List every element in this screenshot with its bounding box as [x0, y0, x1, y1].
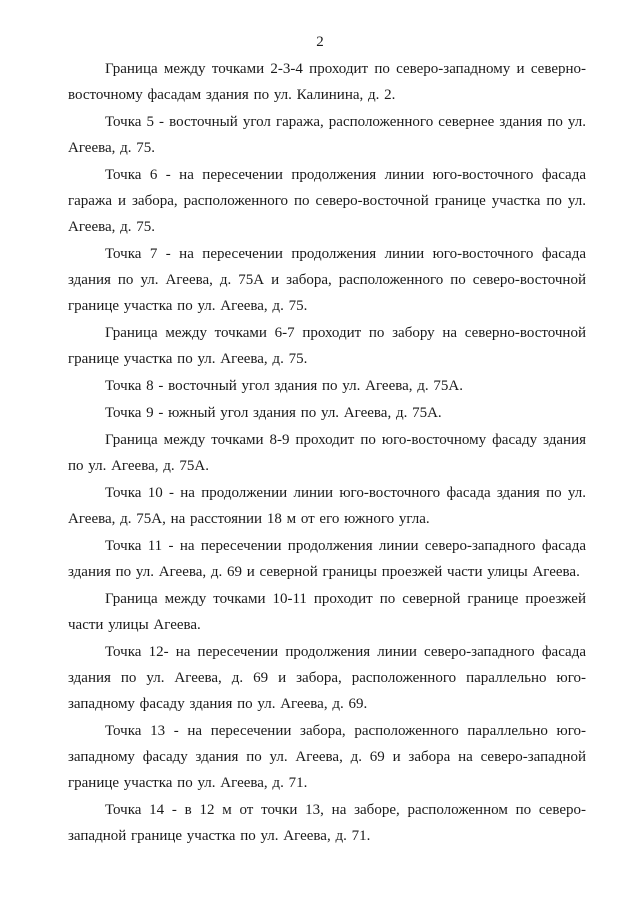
paragraph-point-10: Точка 10 - на продолжении линии юго-восточного фасада здания по ул. Агеева, д. 75А, на расстоянии 18 м от его южного угла.: [68, 485, 586, 527]
paragraph-point-9: Точка 9 - южный угол здания по ул. Агеева, д. 75А.: [105, 405, 442, 421]
paragraph-point-7: Точка 7 - на пересечении продолжения линии юго-восточного фасада здания по ул. Агеева, д. 75А и забора, расположенного по северо-восточной границе участка по ул. Агеева, д. 75.: [68, 246, 586, 314]
paragraph-boundary-10-11: Граница между точками 10-11 проходит по северной границе проезжей части улицы Агеева.: [68, 591, 586, 633]
page-number: 2: [316, 34, 324, 50]
paragraph-point-14: Точка 14 - в 12 м от точки 13, на заборе, расположенном по северо-западной границе участка по ул. Агеева, д. 71.: [68, 802, 586, 844]
paragraph-point-6: Точка 6 - на пересечении продолжения линии юго-восточного фасада гаража и забора, расположенного по северо-восточной границе участка по ул. Агеева, д. 75.: [68, 167, 586, 235]
paragraph-point-11: Точка 11 - на пересечении продолжения линии северо-западного фасада здания по ул. Агеева, д. 69 и северной границы проезжей части улицы Агеева.: [68, 538, 586, 580]
paragraph-boundary-2-3-4: Граница между точками 2-3-4 проходит по северо-западному и северно-восточному фасадам здания по ул. Калинина, д. 2.: [68, 61, 586, 103]
paragraph-point-12: Точка 12- на пересечении продолжения линии северо-западного фасада здания по ул. Агеева, д. 69 и забора, расположенного параллельно юго-западному фасаду здания по ул. Агеева, д. 69.: [68, 644, 586, 712]
paragraph-point-13: Точка 13 - на пересечении забора, расположенного параллельно юго-западному фасаду здания по ул. Агеева, д. 69 и забора на северо-западной границе участка по ул. Агеева, д. 71.: [68, 723, 586, 791]
paragraph-boundary-6-7: Граница между точками 6-7 проходит по забору на северно-восточной границе участка по ул. Агеева, д. 75.: [68, 325, 586, 367]
paragraph-point-8: Точка 8 - восточный угол здания по ул. Агеева, д. 75А.: [105, 378, 463, 394]
paragraph-point-5: Точка 5 - восточный угол гаража, расположенного севернее здания по ул. Агеева, д. 75.: [68, 114, 586, 156]
paragraph-boundary-8-9: Граница между точками 8-9 проходит по юго-восточному фасаду здания по ул. Агеева, д. 75А.: [68, 432, 586, 474]
document-body: [68, 56, 586, 850]
